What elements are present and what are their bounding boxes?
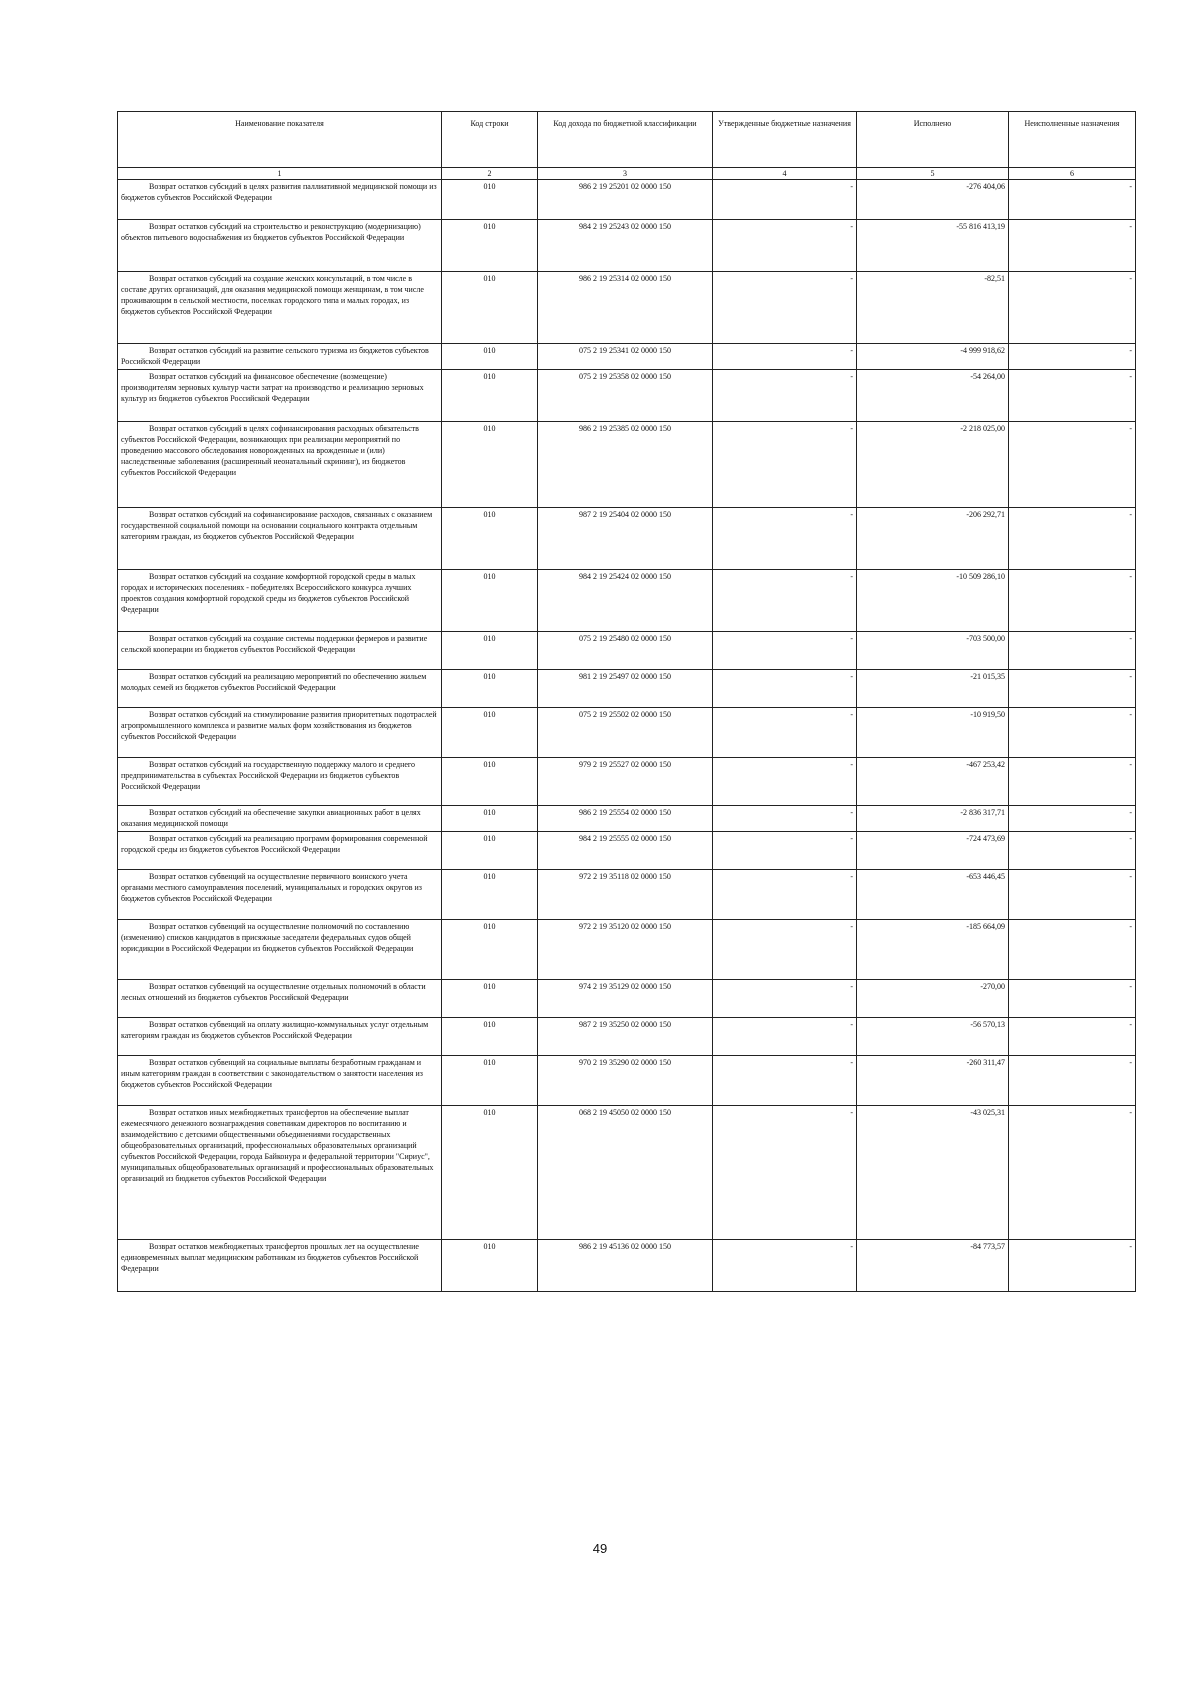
approved-value: -	[713, 180, 857, 220]
income-code: 987 2 19 25404 02 0000 150	[538, 508, 713, 570]
income-code: 986 2 19 25554 02 0000 150	[538, 806, 713, 832]
approved-value: -	[713, 870, 857, 920]
table-row	[118, 670, 1136, 708]
table-row	[118, 708, 1136, 758]
header-executed: Исполнено	[857, 112, 1009, 168]
line-code: 010	[442, 632, 538, 670]
income-code: 986 2 19 25385 02 0000 150	[538, 422, 713, 508]
executed-value: -185 664,09	[857, 920, 1009, 980]
indicator-name: Возврат остатков субсидий на стимулирование развития приоритетных подотраслей агропромышленного комплекса и развитие малых форм хозяйствования из бюджетов субъектов Российской Федерации	[118, 708, 442, 758]
page-number: 49	[592, 1541, 608, 1556]
indicator-name: Возврат остатков субсидий на государственную поддержку малого и среднего предпринимательства в субъектах Российской Федерации из бюджетов субъектов Российской Федерации	[118, 758, 442, 806]
executed-value: -82,51	[857, 272, 1009, 344]
income-code: 984 2 19 25555 02 0000 150	[538, 832, 713, 870]
column-number: 4	[713, 168, 857, 180]
table-row	[118, 870, 1136, 920]
indicator-name: Возврат остатков субсидий на создание комфортной городской среды в малых городах и исторических поселениях - победителях Всероссийского конкурса лучших проектов создания комфортной городской среды из бюджетов субъектов Российской Федерации	[118, 570, 442, 632]
indicator-name: Возврат остатков межбюджетных трансфертов прошлых лет на осуществление единовременных выплат медицинским работникам из бюджетов субъектов Российской Федерации	[118, 1240, 442, 1292]
indicator-name: Возврат остатков субсидий на финансовое обеспечение (возмещение) производителям зерновых культур части затрат на производство и реализацию зерновых культур из бюджетов субъектов Российской Федерации	[118, 370, 442, 422]
table-row	[118, 832, 1136, 870]
indicator-name: Возврат остатков субвенций на осуществление полномочий по составлению (изменению) списков кандидатов в присяжные заседатели федеральных судов общей юрисдикции в Российской Федерации из бюджетов субъектов Российской Федерации	[118, 920, 442, 980]
executed-value: -276 404,06	[857, 180, 1009, 220]
table-body	[118, 168, 1136, 1292]
approved-value: -	[713, 806, 857, 832]
unexecuted-value: -	[1009, 1106, 1136, 1240]
indicator-name: Возврат остатков субвенций на оплату жилищно-коммунальных услуг отдельным категориям граждан из бюджетов субъектов Российской Федерации	[118, 1018, 442, 1056]
table-row	[118, 1018, 1136, 1056]
line-code: 010	[442, 670, 538, 708]
executed-value: -21 015,35	[857, 670, 1009, 708]
unexecuted-value: -	[1009, 806, 1136, 832]
table-row	[118, 272, 1136, 344]
unexecuted-value: -	[1009, 920, 1136, 980]
table-row	[118, 180, 1136, 220]
column-number: 2	[442, 168, 538, 180]
unexecuted-value: -	[1009, 508, 1136, 570]
executed-value: -724 473,69	[857, 832, 1009, 870]
column-number: 3	[538, 168, 713, 180]
header-income-code: Код дохода по бюджетной классификации	[538, 112, 713, 168]
unexecuted-value: -	[1009, 758, 1136, 806]
table-row	[118, 806, 1136, 832]
table-row	[118, 1056, 1136, 1106]
executed-value: -54 264,00	[857, 370, 1009, 422]
indicator-name: Возврат остатков субсидий на обеспечение закупки авиационных работ в целях оказания медицинской помощи	[118, 806, 442, 832]
indicator-name: Возврат остатков субсидий на реализацию программ формирования современной городской среды из бюджетов субъектов Российской Федерации	[118, 832, 442, 870]
header-unexecuted: Неисполненные назначения	[1009, 112, 1136, 168]
income-code: 979 2 19 25527 02 0000 150	[538, 758, 713, 806]
header-indicator-name: Наименование показателя	[118, 112, 442, 168]
budget-report-table	[117, 111, 1136, 1292]
indicator-name: Возврат остатков субвенций на социальные выплаты безработным гражданам и иным категориям граждан в соответствии с законодательством о занятости населения из бюджетов субъектов Российской Федерации	[118, 1056, 442, 1106]
unexecuted-value: -	[1009, 632, 1136, 670]
approved-value: -	[713, 632, 857, 670]
line-code: 010	[442, 508, 538, 570]
line-code: 010	[442, 422, 538, 508]
unexecuted-value: -	[1009, 422, 1136, 508]
indicator-name: Возврат остатков субсидий на софинансирование расходов, связанных с оказанием государственной социальной помощи на основании социального контракта отдельным категориям граждан, из бюджетов субъектов Российской Федерации	[118, 508, 442, 570]
table-row	[118, 422, 1136, 508]
approved-value: -	[713, 370, 857, 422]
executed-value: -55 816 413,19	[857, 220, 1009, 272]
unexecuted-value: -	[1009, 708, 1136, 758]
table-row	[118, 920, 1136, 980]
table-header	[118, 112, 1136, 168]
table-row	[118, 370, 1136, 422]
income-code: 984 2 19 25243 02 0000 150	[538, 220, 713, 272]
line-code: 010	[442, 1018, 538, 1056]
income-code: 984 2 19 25424 02 0000 150	[538, 570, 713, 632]
line-code: 010	[442, 920, 538, 980]
line-code: 010	[442, 570, 538, 632]
executed-value: -56 570,13	[857, 1018, 1009, 1056]
executed-value: -206 292,71	[857, 508, 1009, 570]
table-row	[118, 570, 1136, 632]
line-code: 010	[442, 806, 538, 832]
approved-value: -	[713, 920, 857, 980]
income-code: 075 2 19 25341 02 0000 150	[538, 344, 713, 370]
unexecuted-value: -	[1009, 1056, 1136, 1106]
executed-value: -84 773,57	[857, 1240, 1009, 1292]
income-code: 075 2 19 25480 02 0000 150	[538, 632, 713, 670]
approved-value: -	[713, 272, 857, 344]
executed-value: -467 253,42	[857, 758, 1009, 806]
executed-value: -2 218 025,00	[857, 422, 1009, 508]
approved-value: -	[713, 708, 857, 758]
header-approved: Утвержденные бюджетные назначения	[713, 112, 857, 168]
table-row	[118, 1240, 1136, 1292]
approved-value: -	[713, 1056, 857, 1106]
line-code: 010	[442, 344, 538, 370]
line-code: 010	[442, 370, 538, 422]
income-code: 970 2 19 35290 02 0000 150	[538, 1056, 713, 1106]
approved-value: -	[713, 832, 857, 870]
approved-value: -	[713, 758, 857, 806]
table-row	[118, 220, 1136, 272]
unexecuted-value: -	[1009, 1018, 1136, 1056]
indicator-name: Возврат остатков субсидий на развитие сельского туризма из бюджетов субъектов Российской Федерации	[118, 344, 442, 370]
executed-value: -270,00	[857, 980, 1009, 1018]
line-code: 010	[442, 1056, 538, 1106]
table-row	[118, 632, 1136, 670]
income-code: 075 2 19 25502 02 0000 150	[538, 708, 713, 758]
approved-value: -	[713, 1018, 857, 1056]
unexecuted-value: -	[1009, 832, 1136, 870]
approved-value: -	[713, 220, 857, 272]
executed-value: -43 025,31	[857, 1106, 1009, 1240]
line-code: 010	[442, 758, 538, 806]
income-code: 068 2 19 45050 02 0000 150	[538, 1106, 713, 1240]
executed-value: -260 311,47	[857, 1056, 1009, 1106]
income-code: 981 2 19 25497 02 0000 150	[538, 670, 713, 708]
approved-value: -	[713, 670, 857, 708]
executed-value: -703 500,00	[857, 632, 1009, 670]
executed-value: -4 999 918,62	[857, 344, 1009, 370]
income-code: 987 2 19 35250 02 0000 150	[538, 1018, 713, 1056]
indicator-name: Возврат остатков субсидий на создание женских консультаций, в том числе в составе других организаций, для оказания медицинской помощи женщинам, в том числе проживающим в сельской местности, поселках городского типа и малых городах, из бюджетов субъектов Российской Федерации	[118, 272, 442, 344]
table-row	[118, 508, 1136, 570]
approved-value: -	[713, 1106, 857, 1240]
unexecuted-value: -	[1009, 1240, 1136, 1292]
approved-value: -	[713, 570, 857, 632]
indicator-name: Возврат остатков субсидий в целях софинансирования расходных обязательств субъектов Российской Федерации, возникающих при реализации мероприятий по проведению массового обследования новорожденных на врожденные и (или) наследственные заболевания (расширенный неонатальный скрининг), из бюджетов субъектов Российской Федерации	[118, 422, 442, 508]
approved-value: -	[713, 344, 857, 370]
income-code: 974 2 19 35129 02 0000 150	[538, 980, 713, 1018]
table-row	[118, 344, 1136, 370]
table-row	[118, 980, 1136, 1018]
indicator-name: Возврат остатков иных межбюджетных трансфертов на обеспечение выплат ежемесячного денежного вознаграждения советникам директоров по воспитанию и взаимодействию с детскими общественными объединениями государственных общеобразовательных организаций, профессиональных образовательных организаций субъектов Российской Федерации, города Байконура и федеральной территории "Сириус", муниципальных общеобразовательных организаций и профессиональных образовательных организаций из бюджетов субъектов Российской Федерации	[118, 1106, 442, 1240]
income-code: 986 2 19 25314 02 0000 150	[538, 272, 713, 344]
indicator-name: Возврат остатков субвенций на осуществление отдельных полномочий в области лесных отношений из бюджетов субъектов Российской Федерации	[118, 980, 442, 1018]
line-code: 010	[442, 272, 538, 344]
income-code: 986 2 19 25201 02 0000 150	[538, 180, 713, 220]
indicator-name: Возврат остатков субсидий на создание системы поддержки фермеров и развитие сельской кооперации из бюджетов субъектов Российской Федерации	[118, 632, 442, 670]
indicator-name: Возврат остатков субсидий в целях развития паллиативной медицинской помощи из бюджетов субъектов Российской Федерации	[118, 180, 442, 220]
column-number-row	[118, 168, 1136, 180]
unexecuted-value: -	[1009, 670, 1136, 708]
indicator-name: Возврат остатков субвенций на осуществление первичного воинского учета органами местного самоуправления поселений, муниципальных и городских округов из бюджетов субъектов Российской Федерации	[118, 870, 442, 920]
executed-value: -653 446,45	[857, 870, 1009, 920]
line-code: 010	[442, 870, 538, 920]
line-code: 010	[442, 1240, 538, 1292]
unexecuted-value: -	[1009, 870, 1136, 920]
unexecuted-value: -	[1009, 344, 1136, 370]
executed-value: -10 919,50	[857, 708, 1009, 758]
income-code: 075 2 19 25358 02 0000 150	[538, 370, 713, 422]
line-code: 010	[442, 832, 538, 870]
line-code: 010	[442, 980, 538, 1018]
executed-value: -2 836 317,71	[857, 806, 1009, 832]
unexecuted-value: -	[1009, 180, 1136, 220]
line-code: 010	[442, 1106, 538, 1240]
column-number: 6	[1009, 168, 1136, 180]
header-line-code: Код строки	[442, 112, 538, 168]
unexecuted-value: -	[1009, 570, 1136, 632]
unexecuted-value: -	[1009, 220, 1136, 272]
line-code: 010	[442, 180, 538, 220]
table-row	[118, 758, 1136, 806]
income-code: 972 2 19 35118 02 0000 150	[538, 870, 713, 920]
unexecuted-value: -	[1009, 272, 1136, 344]
line-code: 010	[442, 220, 538, 272]
column-number: 5	[857, 168, 1009, 180]
income-code: 972 2 19 35120 02 0000 150	[538, 920, 713, 980]
approved-value: -	[713, 508, 857, 570]
column-number: 1	[118, 168, 442, 180]
unexecuted-value: -	[1009, 370, 1136, 422]
unexecuted-value: -	[1009, 980, 1136, 1018]
indicator-name: Возврат остатков субсидий на реализацию мероприятий по обеспечению жильем молодых семей из бюджетов субъектов Российской Федерации	[118, 670, 442, 708]
line-code: 010	[442, 708, 538, 758]
table-row	[118, 1106, 1136, 1240]
approved-value: -	[713, 1240, 857, 1292]
approved-value: -	[713, 980, 857, 1018]
executed-value: -10 509 286,10	[857, 570, 1009, 632]
indicator-name: Возврат остатков субсидий на строительство и реконструкцию (модернизацию) объектов питьевого водоснабжения из бюджетов субъектов Российской Федерации	[118, 220, 442, 272]
income-code: 986 2 19 45136 02 0000 150	[538, 1240, 713, 1292]
approved-value: -	[713, 422, 857, 508]
